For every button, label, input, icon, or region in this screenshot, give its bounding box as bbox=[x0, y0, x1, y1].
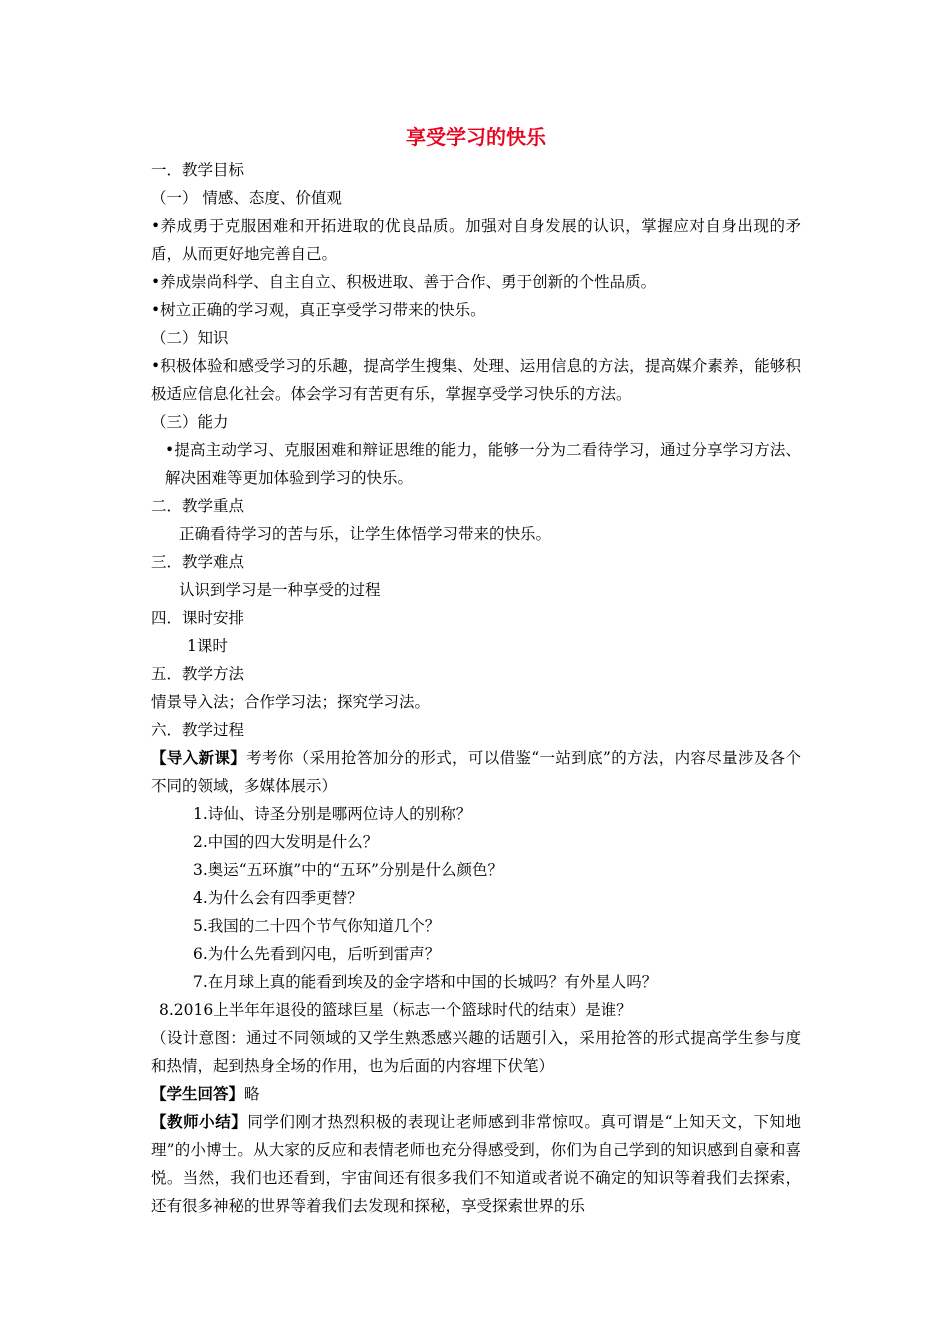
question-3: 3.奥运“五环旗”中的“五环”分别是什么颜色？ bbox=[193, 861, 503, 879]
ability-bullet: •提高主动学习、克服困难和辩证思维的能力，能够一分为二看待学习，通过分享学习方法、解决困难等更加体验到学习的快乐。 bbox=[165, 441, 801, 487]
section-heading-method: 五．教学方法 bbox=[151, 665, 245, 683]
question-6: 6.为什么先看到闪电，后听到雷声？ bbox=[193, 945, 441, 963]
goal-bullet-3: •树立正确的学习观，真正享受学习带来的快乐。 bbox=[151, 301, 486, 319]
teacher-summary bbox=[151, 1108, 801, 1220]
section-heading-goals: 一．教学目标 bbox=[151, 161, 245, 179]
question-7: 7.在月球上真的能看到埃及的金字塔和中国的长城吗？有外星人吗？ bbox=[193, 973, 658, 991]
document-page bbox=[151, 118, 801, 1220]
question-2: 2.中国的四大发明是什么？ bbox=[193, 833, 379, 851]
student-answer bbox=[151, 1080, 801, 1108]
answer-text: 略 bbox=[244, 1085, 260, 1103]
section-heading-difficulty: 三．教学难点 bbox=[151, 553, 245, 571]
subheading-ability: （三）能力 bbox=[151, 413, 229, 431]
intro-text: 考考你（采用抢答加分的形式，可以借鉴“一站到底”的方法，内容尽量涉及各个不同的领域，多媒体展示） bbox=[151, 749, 801, 795]
summary-tag: 【教师小结】 bbox=[151, 1112, 248, 1131]
design-intent: （设计意图：通过不同领域的又学生熟悉感兴趣的话题引入，采用抢答的形式提高学生参与度和热情，起到热身全场的作用，也为后面的内容埋下伏笔） bbox=[151, 1029, 801, 1075]
intro-paragraph bbox=[151, 744, 801, 800]
document-title: 享受学习的快乐 bbox=[406, 125, 546, 149]
section-heading-focus: 二．教学重点 bbox=[151, 497, 245, 515]
method-text: 情景导入法；合作学习法；探究学习法。 bbox=[151, 693, 431, 711]
question-8: 8.2016上半年年退役的篮球巨星（标志一个篮球时代的结束）是谁？ bbox=[159, 1001, 632, 1019]
question-4: 4.为什么会有四季更替？ bbox=[193, 889, 363, 907]
subheading-knowledge: （二）知识 bbox=[151, 329, 229, 347]
answer-tag: 【学生回答】 bbox=[151, 1084, 245, 1103]
knowledge-bullet: •积极体验和感受学习的乐趣，提高学生搜集、处理、运用信息的方法，提高媒介素养，能够积极适应信息化社会。体会学习有苦更有乐，掌握享受学习快乐的方法。 bbox=[151, 357, 801, 403]
intro-tag: 【导入新课】 bbox=[151, 748, 247, 767]
subheading-emotion: （一） 情感、态度、价值观 bbox=[151, 189, 342, 207]
section-heading-schedule: 四．课时安排 bbox=[151, 609, 245, 627]
goal-bullet-2: •养成崇尚科学、自主自立、积极进取、善于合作、勇于创新的个性品质。 bbox=[151, 273, 657, 291]
schedule-text: 1课时 bbox=[187, 637, 228, 655]
summary-text: 同学们刚才热烈积极的表现让老师感到非常惊叹。真可谓是“上知天文，下知地理”的小博士。从大家的反应和表情老师也充分得感受到，你们为自己学到的知识感到自豪和喜悦。当然，我们也还看到，宇宙间还有很多我们不知道或者说不确定的知识等着我们去探索，还有很多神秘的世界等着我们去发现和探秘，享受探索世界的乐 bbox=[151, 1113, 801, 1215]
goal-bullet-1: •养成勇于克服困难和开拓进取的优良品质。加强对自身发展的认识，掌握应对自身出现的矛盾，从而更好地完善自己。 bbox=[151, 217, 801, 263]
focus-text: 正确看待学习的苦与乐，让学生体悟学习带来的快乐。 bbox=[179, 525, 552, 543]
question-1: 1.诗仙、诗圣分别是哪两位诗人的别称？ bbox=[193, 805, 472, 823]
difficulty-text: 认识到学习是一种享受的过程 bbox=[179, 581, 381, 599]
section-heading-process: 六．教学过程 bbox=[151, 721, 245, 739]
question-5: 5.我国的二十四个节气你知道几个？ bbox=[193, 917, 441, 935]
